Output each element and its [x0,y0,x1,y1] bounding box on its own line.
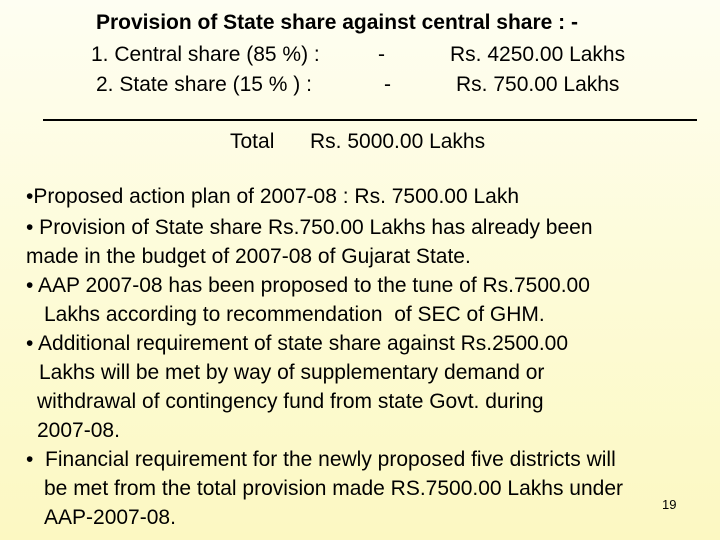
bullet-line: Lakhs will be met by way of supplementary demand or [39,361,545,384]
share-dash: - [384,73,391,96]
share-label: 1. Central share (85 %) : [91,43,320,66]
bullet-line: 2007-08. [37,419,120,442]
bullet-line: be met from the total provision made RS.7500.00 Lakhs under [44,477,623,500]
bullet-line: made in the budget of 2007-08 of Gujarat State. [26,245,471,268]
bullet-line: • Additional requirement of state share against Rs.2500.00 [26,332,569,355]
bullet-line: •Proposed action plan of 2007-08 : Rs. 7500.00 Lakh [26,185,520,208]
bullet-line: • Financial requirement for the newly proposed five districts will [26,448,616,471]
page-number: 19 [662,497,677,512]
total-amount: Rs. 5000.00 Lakhs [310,130,486,153]
share-amount: Rs. 750.00 Lakhs [456,73,620,96]
bullet-line: • Provision of State share Rs.750.00 Lakhs has already been [26,216,593,239]
slide-heading: Provision of State share against central share : - [96,11,578,34]
bullet-line: Lakhs according to recommendation of SEC of GHM. [44,303,545,326]
share-label: 2. State share (15 % ) : [96,73,312,96]
total-divider-line [43,119,697,121]
bullet-line: • AAP 2007-08 has been proposed to the tune of Rs.7500.00 [26,274,590,297]
bullet-line: withdrawal of contingency fund from state Govt. during [37,390,544,413]
share-dash: - [378,43,385,66]
total-label: Total [230,130,275,153]
share-amount: Rs. 4250.00 Lakhs [450,43,626,66]
bullet-line: AAP-2007-08. [44,506,176,529]
